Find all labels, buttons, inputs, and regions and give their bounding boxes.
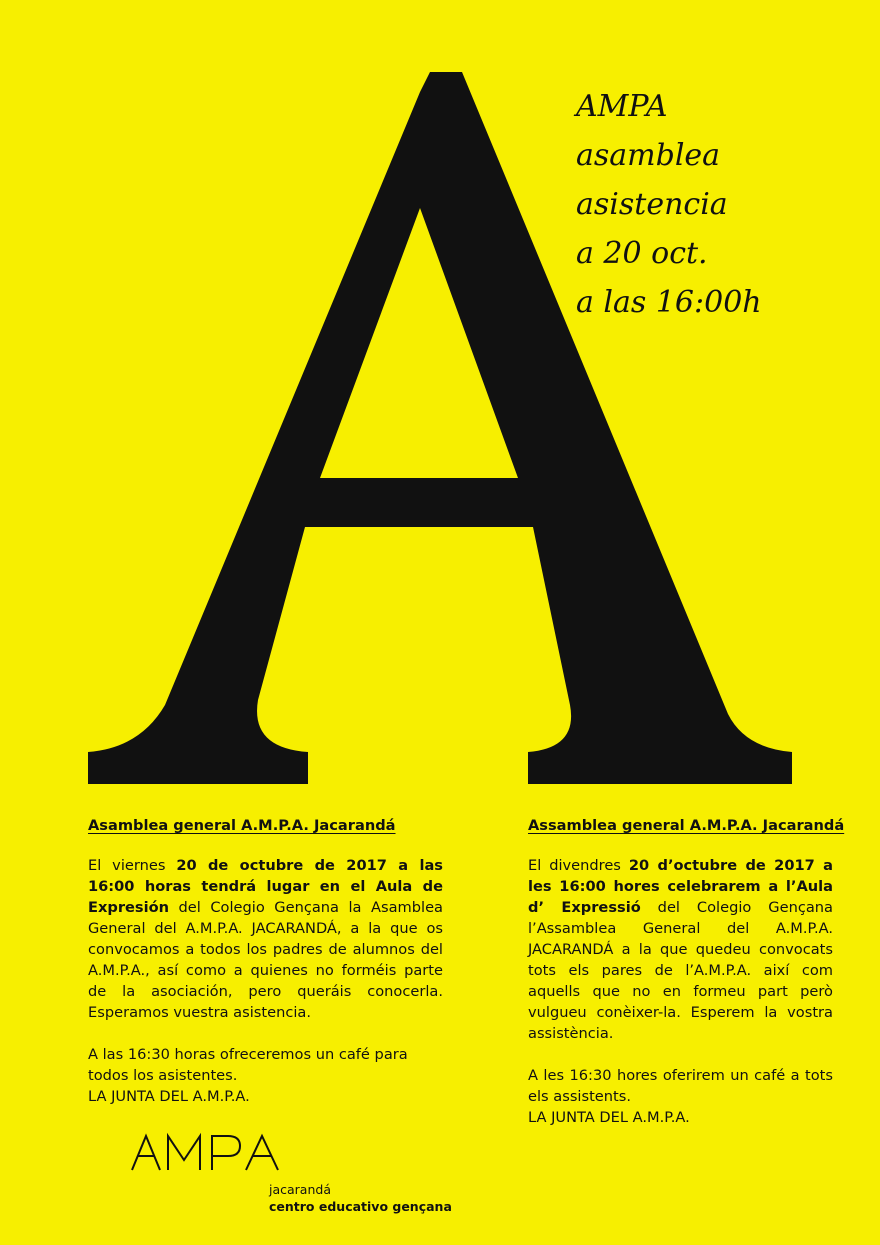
catalan-title: Assamblea general A.M.P.A. Jacarandá bbox=[528, 817, 845, 834]
spanish-paragraph-1 bbox=[88, 855, 443, 1023]
catalan-signature: LA JUNTA DEL A.M.P.A. bbox=[528, 1109, 690, 1126]
headline-line-ampa: AMPA bbox=[576, 89, 668, 124]
catalan-paragraph-1 bbox=[528, 855, 833, 1044]
spanish-p1-pre: El viernes bbox=[88, 857, 177, 874]
headline-line-asistencia: asistencia bbox=[576, 187, 728, 222]
catalan-p1-bold: 20 d’octubre de 2017 a les 16:00 hores celebrarem a l’Aula d’ Expressió bbox=[528, 857, 833, 916]
headline-line-date: a 20 oct. bbox=[576, 236, 708, 271]
spanish-p1-post: del Colegio Gençana la Asamblea General del A.M.P.A. JACARANDÁ, a la que os convocamos a todos los padres de alumnos del A.M.P.A., así como a quienes no forméis parte de la asociación, pero queráis conocerla. Esperamos vuestra asistencia. bbox=[88, 899, 443, 1021]
ampa-logo bbox=[130, 1132, 290, 1176]
headline-line-asamblea: asamblea bbox=[576, 138, 721, 173]
logo-line-jacaranda: jacarandá bbox=[269, 1182, 331, 1197]
spanish-notice bbox=[88, 815, 443, 1128]
logo-line-centro: centro educativo gençana bbox=[269, 1199, 452, 1214]
spanish-title: Asamblea general A.M.P.A. Jacarandá bbox=[88, 817, 396, 834]
catalan-p1-pre: El divendres bbox=[528, 857, 629, 874]
logo-subtitle bbox=[269, 1181, 452, 1215]
spanish-signature: LA JUNTA DEL A.M.P.A. bbox=[88, 1088, 250, 1105]
headline-block bbox=[576, 82, 762, 327]
spanish-p1-bold: 20 de octubre de 2017 a las 16:00 horas tendrá lugar en el Aula de Expresión bbox=[88, 857, 443, 916]
headline-line-time: a las 16:00h bbox=[576, 285, 762, 320]
spanish-paragraph-2: A las 16:30 horas ofreceremos un café para todos los asistentes. bbox=[88, 1046, 408, 1084]
catalan-p1-post: del Colegio Gençana l’Assamblea General del A.M.P.A. JACARANDÁ a la que quedeu convocats tots els pares de l’A.M.P.A. així com aquells que no en formeu part però vulgueu conèixer-la. Esperem la vostra assistència. bbox=[528, 899, 833, 1042]
catalan-notice bbox=[528, 815, 845, 1149]
catalan-paragraph-2: A les 16:30 hores oferirem un café a tots els assistents. bbox=[528, 1067, 833, 1105]
